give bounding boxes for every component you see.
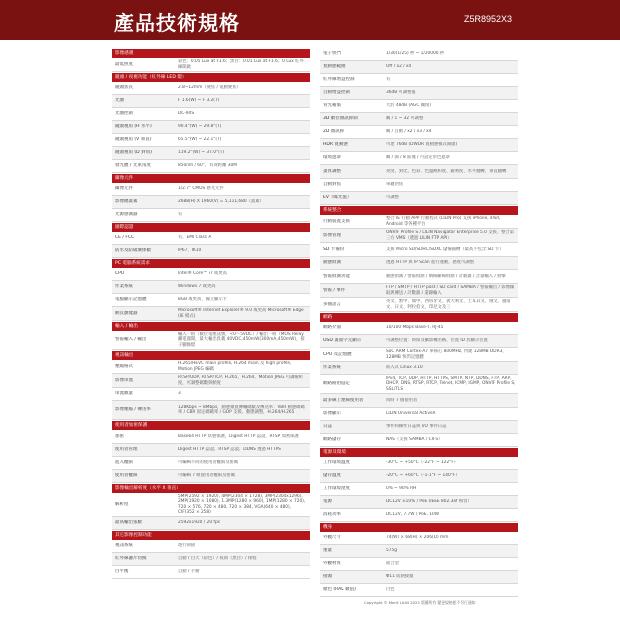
spec-row: [320, 113, 518, 126]
spec-row: [112, 147, 310, 160]
spec-row: [112, 444, 310, 457]
spec-label: HDR 寬動態: [323, 142, 348, 148]
spec-label: 警報輸入 / 輸出: [115, 337, 147, 343]
spec-value: 白色: [386, 587, 395, 593]
spec-value: 英文、繁中、簡中、西班牙文、義大利文、土耳其文、俄文、越南文、日文、阿拉伯文、印尼文及三: [386, 299, 511, 310]
spec-label: 防水及防破壞係數: [115, 248, 151, 254]
spec-label: 寬動態範圍: [323, 64, 346, 70]
spec-label: 警報 / 事件: [323, 287, 346, 293]
spec-row: [112, 430, 310, 444]
right-spec-column: [320, 48, 518, 597]
spec-label: 網路路由協定: [323, 381, 350, 387]
spec-value: 65.5°(W) ~ 22.1°(T): [178, 137, 222, 143]
spec-row: [112, 58, 310, 72]
spec-label: 3D 數位雜訊抑制: [323, 116, 358, 122]
spec-label: OSD 畫面字元顯示: [323, 338, 362, 344]
spec-row: [112, 95, 310, 108]
spec-row: [320, 87, 518, 100]
spec-label: 光源感測器: [115, 212, 138, 218]
spec-value: 5MP(2592 × 1920), 4MP(2304 × 1728), 3MP(2304x1296), 2MP(1920 × 1080), 1.3MP(1280 × 960), 1MP(1280 × 720), 720 × 576, 720 × 480, 720 × 384, VGA(640 × 480), CIF(352 × 258): [178, 493, 306, 515]
spec-row: [320, 215, 518, 229]
spec-value: 3: [178, 391, 181, 397]
spec-row: [320, 74, 518, 87]
spec-value: 關 / 1 ~ 32 可調整: [386, 116, 424, 122]
spec-value: F 1.6(W) ~ F 3.2(T): [178, 98, 220, 104]
spec-value: DC-IRIS: [178, 111, 195, 117]
spec-value: 事件和操作日誌與 I/O 事件日誌: [386, 424, 447, 430]
spec-row: [112, 470, 310, 483]
spec-label: 最低照度: [115, 61, 133, 67]
spec-row: [320, 434, 518, 447]
spec-row: [320, 584, 518, 597]
spec-row: [320, 509, 518, 522]
spec-row: [320, 483, 518, 496]
spec-row: [320, 192, 518, 205]
spec-value: 2592x1920 / 20 fps: [178, 520, 220, 526]
section-header: 機身: [320, 523, 518, 532]
spec-label: 影像串流: [115, 377, 133, 383]
spec-label: 警報偵測功能: [323, 273, 350, 279]
spec-value: H.265/HEVC main profile, H.264 main 及 high profile，Motion JPEG 編碼: [178, 361, 295, 372]
spec-label: 解析度: [115, 501, 129, 507]
spec-label: CPU 及記憶體: [323, 351, 352, 357]
spec-label: 外觀材質: [323, 561, 341, 567]
spec-value: 可編輯不同的使用者權限及密碼: [178, 460, 239, 466]
spec-value: DC12V ±10% / PoE (IEEE 802.3af 相容）: [386, 499, 472, 505]
spec-label: 2D 雜訊抑: [323, 129, 345, 135]
spec-label: 網路儲存: [323, 437, 341, 443]
spec-row: [320, 61, 518, 74]
copyright-footer: Copyright © Merit LILIN 2022 版權所有 變更規格恕不另行通知: [364, 600, 476, 605]
section-header: 使用者加密保護: [112, 421, 310, 430]
spec-value: FTP / SMTP / HTTP post / SD card / SAMBA / 警報輸出 / 影像擷取與傳送 / 計數器 / 還錄輸入: [386, 285, 515, 296]
spec-value: 透過 HTTP 與 IP Scan 進行運動，感度可調整: [386, 260, 474, 266]
spec-label: 自動對焦: [323, 182, 341, 188]
spec-row: [112, 108, 310, 121]
spec-value: Windows 7 或更高: [178, 284, 216, 290]
spec-value: 整合 IE 行動 APP 行動程式 (LILIN Pro) 支援 iPhone, iPad, Android 等各種平台: [386, 216, 501, 227]
spec-value: 單鍵對焦: [386, 182, 404, 188]
spec-value: 鋁合金: [386, 561, 399, 567]
section-header: 電源及環境: [320, 448, 518, 457]
spec-label: 使用者權限: [115, 473, 138, 479]
spec-row: [112, 517, 310, 530]
spec-value: 大於 48dB (AGC 關閉): [386, 103, 431, 109]
spec-value: 逐行掃描: [178, 543, 196, 549]
spec-row: [112, 331, 310, 350]
spec-value: ONVIF Profile S / LILIN Navigator Enterprise 5.0 支援，整合第三方 VMS（透過 LILIN FTP API）: [386, 230, 515, 241]
spec-row: [320, 362, 518, 375]
left-spec-column: [112, 48, 310, 579]
spec-label: 鏡頭視角 (H 水平): [115, 124, 152, 130]
spec-value: 有，EMI Class A: [178, 235, 212, 241]
spec-label: 行動裝置支援: [323, 218, 350, 224]
section-header: 網路: [320, 313, 518, 322]
spec-label: 顏色 (RAL 數值): [323, 587, 356, 593]
spec-row: [320, 558, 518, 571]
spec-row: [112, 232, 310, 245]
spec-label: 進入權限: [115, 460, 133, 466]
spec-label: 影像顯示: [323, 411, 341, 417]
spec-label: 接頭: [323, 574, 332, 580]
spec-row: [112, 281, 310, 294]
spec-label: 使用者管理: [115, 447, 138, 453]
spec-value: 動態偵測 / 警報偵測 / 網路斷線偵測 / 計數器 / 音量輸入 / 射擊: [386, 273, 506, 279]
spec-value: 有: [178, 212, 183, 218]
spec-label: 工作環境溼度: [323, 486, 350, 492]
spec-label: 畫質調整: [323, 168, 341, 174]
spec-label: 電腦顯示記憶體: [115, 297, 147, 303]
spec-label: 串流數量: [115, 391, 133, 397]
section-header: PC 電腦系統需求: [112, 259, 310, 268]
spec-row: [112, 121, 310, 134]
spec-value: 850nm / 60°，有效距離 30M: [178, 163, 237, 169]
spec-label: 影像總畫素: [115, 199, 138, 205]
spec-row: [112, 553, 310, 566]
spec-row: [320, 532, 518, 545]
spec-label: 電源: [323, 499, 332, 505]
spec-value: 自動 / 手動: [178, 569, 200, 575]
spec-label: 作業系統: [323, 365, 341, 371]
spec-label: 發光體 / 光束角度: [115, 163, 151, 169]
spec-row: [320, 284, 518, 298]
spec-row: [112, 540, 310, 553]
spec-label: 作業系統: [115, 284, 133, 290]
spec-row: [320, 126, 518, 139]
spec-row: [112, 294, 310, 307]
spec-label: 最高輸出張數: [115, 520, 142, 526]
spec-label: 網頁瀏覽器: [115, 310, 138, 316]
spec-value: 輸入一組（數位電壓訊號，<0～5VDC）/ 輸出一組（MOS Relay 繼電器開，最大輸出負載 40VDC,450mW(300mA,450mW)，接子腳綠燈: [178, 331, 305, 348]
spec-value: 同時 7 個使用者: [386, 397, 418, 403]
spec-row: [320, 421, 518, 434]
spec-label: 白平衡: [115, 569, 129, 575]
spec-row: [112, 401, 310, 420]
spec-row: [320, 375, 518, 394]
spec-label: 光圈控制: [115, 111, 133, 117]
spec-row: [320, 270, 518, 284]
spec-row: [320, 152, 518, 165]
section-header: 攝像元件: [112, 174, 310, 183]
spec-value: 119.2°(W) ~ 37.0°(T): [178, 150, 225, 156]
spec-row: [320, 48, 518, 61]
spec-row: [320, 229, 518, 243]
spec-label: 環境遮罩: [323, 155, 341, 161]
spec-value: Intel® Core™ i7 或更高: [178, 271, 227, 277]
spec-value: 彩色：0.05 Lux at F1.6；黑白：0.01 Lux at F1.6；0 Lux 紅外線開啟: [178, 59, 304, 70]
spec-value: RTSP/UDP, RTSP/TCP, H.265、H.264、Motion JPEG 可調解析度，可調整碼數與幀度: [178, 375, 304, 386]
spec-label: 自動增益控制: [323, 90, 350, 96]
spec-value: 1/30(1/25) 秒 ~ 1/20000 秒: [386, 51, 445, 57]
spec-label: 重量: [323, 548, 332, 554]
section-header: 視訊輸出: [112, 351, 310, 360]
spec-value: 2688(H) X 1960(V) = 5,111,680（畫素）: [178, 199, 264, 205]
spec-row: [320, 545, 518, 558]
spec-value: 可調整: [386, 195, 399, 201]
section-header: 其它影像控制功能: [112, 531, 310, 540]
spec-label: 日誌: [323, 424, 332, 430]
spec-row: [112, 566, 310, 579]
spec-value: -20°C ~ +60°C（-1-1°F ~ 140°F）: [386, 473, 460, 479]
section-header: 鏡頭 / 夜視功能（紅外線 LED 燈）: [112, 73, 310, 82]
spec-row: [112, 134, 310, 147]
spec-row: [320, 257, 518, 270]
spec-value: Base64 HTTP 狀態保護，Digest HTTP 認證，RTSP 加密保護: [178, 433, 299, 439]
spec-row: [320, 496, 518, 509]
spec-value: 8GB 或更高、獨立顯示卡: [178, 297, 228, 303]
spec-label: 動態偵測: [323, 260, 341, 266]
section-header: 影像輸出解析度（水平 X 垂直）: [112, 484, 310, 493]
spec-value: Φ11 防熱接頭: [386, 574, 414, 580]
spec-value: 關 / 自動 / x2 / x3 / x4: [386, 129, 432, 135]
spec-row: [320, 457, 518, 470]
spec-value: 自動 / 白天（彩色）/ 夜間（黑白）/ 排程: [178, 556, 257, 562]
spec-value: 128Kbps ~ 8Mbps，動態頻寬傳輸碼數及傳送率：VBR 動態碼碼率 / CBR 固定碼碼率 / GOP 支援，動態調整，H.264/H.265: [178, 404, 305, 415]
spec-label: 最多線上連線使用者: [323, 397, 364, 403]
header-banner: [0, 0, 620, 40]
spec-row: [112, 374, 310, 388]
spec-label: 消耗功率: [323, 512, 341, 518]
spec-row: [112, 388, 310, 401]
spec-row: [320, 179, 518, 192]
spec-label: CPU: [115, 271, 125, 277]
spec-label: 壓縮格式: [115, 363, 133, 369]
spec-value: IPv4, TCP, UDP, HTTP, HTTPS, SMTP, NTP, DDNS, FTP, ARP, DHCP, DNS, RTSP, RTCP, Telnet, ICMP, IGMP, ONVIF Profile S, SSL/TLS: [386, 375, 516, 392]
section-header: 輸入 / 輸出: [112, 322, 310, 331]
spec-value: 575g: [386, 548, 397, 554]
spec-label: 多國語言: [323, 301, 341, 307]
spec-value: 0% ~ 90% RH: [386, 486, 417, 492]
spec-label: 外觀尺寸: [323, 535, 341, 541]
spec-label: 加密: [115, 433, 124, 439]
section-header: 國際認證: [112, 223, 310, 232]
spec-value: 可調整位置：時間及攝影機名稱、位置 ID 於顯示位置: [386, 338, 488, 344]
spec-value: 1/2.7" CMOS 感光元件: [178, 186, 224, 192]
model-number: Z5R8952X3: [463, 14, 512, 24]
spec-label: 儲存溫度: [323, 473, 341, 479]
spec-value: 90.4°(W) ~ 29.8°(T): [178, 124, 222, 130]
spec-value: 支援 Micro SD/SDHC/SDXC 儲備插槽（最高不包含 SD 卡）: [386, 246, 504, 252]
spec-row: [112, 493, 310, 517]
spec-row: [320, 348, 518, 362]
spec-row: [320, 394, 518, 408]
spec-label: 影像管理: [323, 232, 341, 238]
spec-row: [112, 307, 310, 321]
spec-row: [320, 298, 518, 312]
spec-label: 攝像元件: [115, 186, 133, 192]
spec-value: 2.8~12mm（變焦 / 電動變焦）: [178, 85, 241, 91]
spec-row: [320, 470, 518, 483]
spec-label: 影像壓縮 / 傳送率: [115, 407, 151, 413]
spec-value: 36dB 可調整值: [386, 90, 416, 96]
spec-value: 74(W) × 68(H) × 206(D) mm: [386, 535, 449, 541]
spec-row: [320, 322, 518, 335]
spec-row: [320, 100, 518, 113]
spec-value: NAS（支援 SAMBA / CIFS）: [386, 437, 443, 443]
spec-row: [112, 183, 310, 196]
spec-label: 紅外線增益控制: [323, 77, 355, 83]
spec-row: [112, 245, 310, 258]
spec-label: 光圈: [115, 98, 124, 104]
spec-row: [320, 243, 518, 257]
spec-row: [320, 335, 518, 348]
spec-row: [320, 139, 518, 152]
spec-label: 鏡頭視角 (D 對角): [115, 150, 152, 156]
spec-value: 亮度、對比、色彩、色溫飽和度、銳利度、水平翻轉、垂直翻轉: [386, 168, 507, 174]
spec-value: 有: [386, 77, 391, 83]
spec-row: [112, 268, 310, 281]
section-header: 系統整合: [320, 206, 518, 215]
page-title: 產品技術規格: [114, 11, 240, 35]
spec-label: CE / FCC: [115, 235, 135, 241]
spec-label: 背光補償: [323, 103, 341, 109]
spec-label: 工作環境溫度: [323, 460, 350, 466]
spec-value: 可編輯 7 組使用者權限及密碼: [178, 473, 236, 479]
spec-value: LILIN Universal ActiveX: [386, 411, 436, 417]
spec-row: [112, 360, 310, 374]
spec-label: 鏡頭視角 (V 垂直): [115, 137, 152, 143]
spec-value: 嵌入式 Linux 3.10: [386, 365, 423, 371]
spec-label: 網路介面: [323, 325, 341, 331]
spec-value: Microsoft® Internet Explorer® 9.0 或更高 Microsoft® Edge (IE 模式): [178, 308, 304, 319]
section-header: 影像感測: [112, 49, 310, 58]
spec-value: IP67、IK10: [178, 248, 202, 254]
spec-value: -30°C ~ +50°C（-22°F ~ 122°F）: [386, 460, 459, 466]
spec-label: 電子快門: [323, 51, 341, 57]
spec-row: [112, 160, 310, 173]
spec-row: [320, 408, 518, 421]
spec-label: 視訊系統: [115, 543, 133, 549]
spec-row: [112, 82, 310, 95]
spec-label: 鏡頭焦長: [115, 85, 133, 91]
spec-label: EV（曝光值）: [323, 195, 352, 201]
spec-row: [112, 209, 310, 222]
spec-row: [320, 571, 518, 584]
spec-value: 可達 76dB (DWDR 寬動態模式開啟): [386, 142, 458, 148]
spec-label: 紅外線濾片切換: [115, 556, 147, 562]
spec-value: DC12V, 7.7W / PoE, 10W: [386, 512, 439, 518]
spec-value: 10/100 Mbps Base-T, RJ-45: [386, 325, 444, 331]
spec-value: SoC ARM Cortex-A7 單核心 800MHz, 內建 128MB DDR3，128MB 快閃記憶體: [386, 349, 507, 360]
spec-row: [112, 457, 310, 470]
spec-label: SD 卡備份: [323, 246, 345, 252]
spec-row: [112, 196, 310, 209]
spec-value: 關 / 開 / 8 區塊 / 可設定形色遮罩: [386, 155, 450, 161]
spec-value: Off / x2 / x4: [386, 64, 412, 70]
spec-value: Digest HTTP 認證，RTSP 認證，DDNS 透過 HTTPS: [178, 447, 281, 453]
spec-row: [320, 165, 518, 179]
